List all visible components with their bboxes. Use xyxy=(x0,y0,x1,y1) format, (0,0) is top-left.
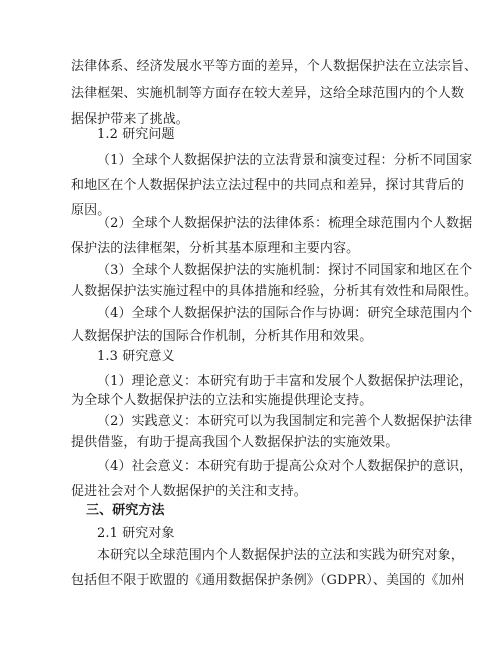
chapter-heading-research-methods: 三、研究方法 xyxy=(86,503,165,518)
body-text-line: 本研究以全球范围内个人数据保护法的立法和实践为研究对象， xyxy=(97,548,464,563)
section-heading-2-1: 2.1 研究对象 xyxy=(97,526,175,541)
body-text-line: 和地区在个人数据保护法立法过程中的共同点和差异，探讨其背后的 xyxy=(71,178,465,193)
body-text-line: 保护法的法律框架，分析其基本原理和主要内容。 xyxy=(71,241,360,256)
body-text-line: （4）全球个人数据保护法的国际合作与协调：研究全球范围内个 xyxy=(97,306,473,321)
body-text-line: （2）全球个人数据保护法的法律体系：梳理全球范围内个人数据 xyxy=(97,216,473,231)
body-text-line: 据保护带来了挑战。 xyxy=(71,112,189,127)
body-text-line: 提供借鉴，有助于提高我国个人数据保护法的实施效果。 xyxy=(71,435,399,450)
body-text-line: 原因。 xyxy=(71,203,111,218)
body-text-line: 人数据保护法实施过程中的具体措施和经验，分析其有效性和局限性。 xyxy=(71,284,478,299)
body-text-line: 法律框架、实施机制等方面存在较大差异，这给全球范围内的个人数 xyxy=(71,86,465,101)
body-text-line: （1）全球个人数据保护法的立法背景和演变过程：分析不同国家 xyxy=(97,153,473,168)
body-text-line: 法律体系、经济发展水平等方面的差异，个人数据保护法在立法宗旨、 xyxy=(71,59,478,74)
body-text-line: （3）全球个人数据保护法的实施机制：探讨不同国家和地区在个 xyxy=(97,263,473,278)
section-heading-1-2: 1.2 研究问题 xyxy=(97,127,175,142)
body-text-line: 促进社会对个人数据保护的关注和支持。 xyxy=(71,484,307,499)
body-text-line: 包括但不限于欧盟的《通用数据保护条例》（GDPR）、美国的《加州 xyxy=(71,573,465,588)
body-text-line: 人数据保护法的国际合作机制，分析其作用和效果。 xyxy=(71,329,373,344)
section-heading-1-3: 1.3 研究意义 xyxy=(97,349,175,364)
body-text-line: （1）理论意义：本研究有助于丰富和发展个人数据保护法理论， xyxy=(97,374,473,389)
body-text-line: 为全球个人数据保护法的立法和实施提供理论支持。 xyxy=(71,393,373,408)
body-text-line: （2）实践意义：本研究可以为我国制定和完善个人数据保护法律 xyxy=(97,414,473,429)
body-text-line: （4）社会意义：本研究有助于提高公众对个人数据保护的意识， xyxy=(97,459,473,474)
